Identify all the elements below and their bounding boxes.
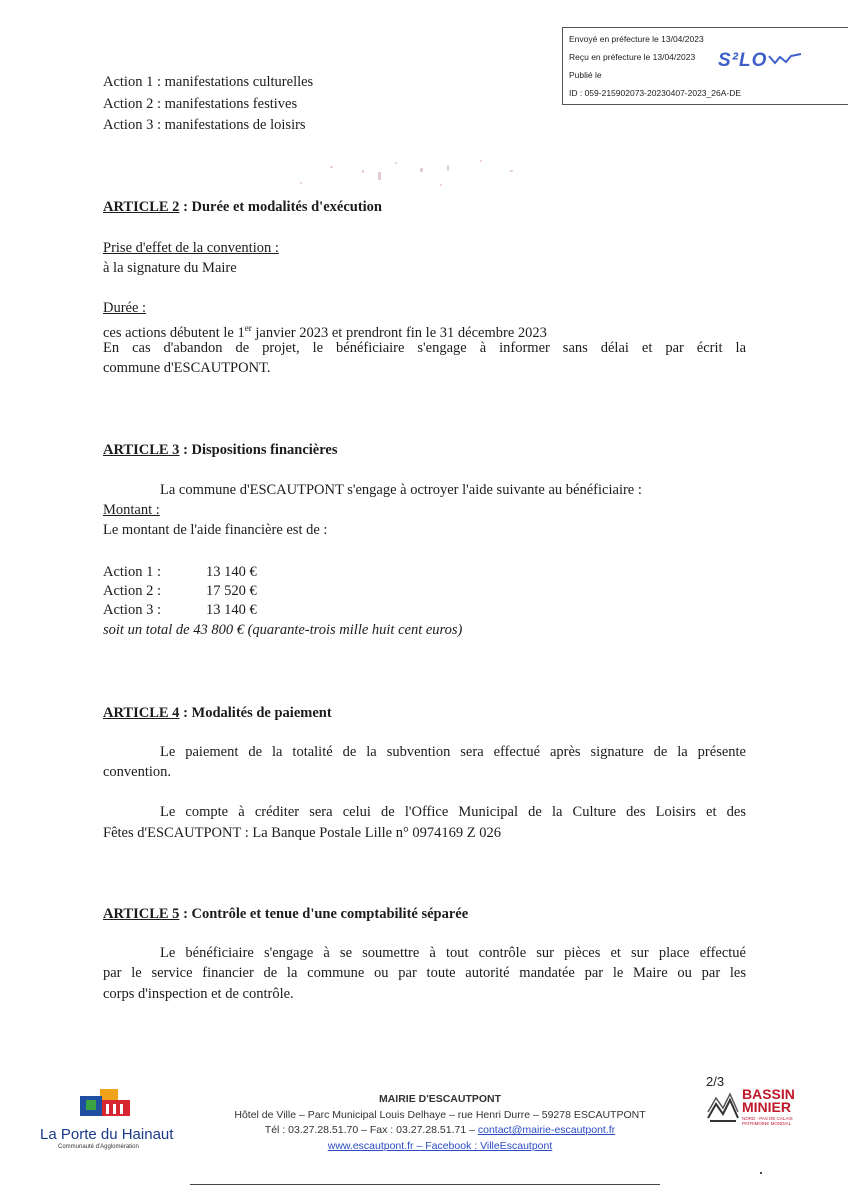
duree-label: Durée : (103, 300, 147, 316)
article4-para1-line2: convention. (103, 764, 172, 780)
amount-label-3: Action 3 : (103, 602, 161, 618)
duree-text-end: janvier 2023 et prendront fin le 31 décembre 2023 (251, 324, 547, 341)
footer-title: MAIRIE D'ESCAUTPONT (378, 1093, 502, 1105)
amount-row-2 (103, 581, 257, 601)
article4-para1-line1: Le paiement de la totalité de la subvention sera effectué après signature de la présente (160, 744, 746, 760)
article4-label: ARTICLE 4 (103, 705, 180, 721)
bassin-minier-emblem-icon (706, 1092, 740, 1122)
stamp-id: ID : 059-215902073-20230407-2023_26A-DE (569, 88, 742, 98)
article4-title: : Modalités de paiement (179, 705, 332, 721)
logo-left-sub: Communauté d'Agglomération (58, 1144, 139, 1150)
signature-swoosh-icon (767, 52, 803, 66)
amount-value-1: 13 140 € (206, 564, 257, 580)
action-list-item-2: Action 2 : manifestations festives (103, 96, 298, 112)
prise-effet-label: Prise d'effet de la convention : (103, 240, 279, 256)
porte-du-hainaut-logo (40, 1086, 190, 1156)
footer-email-link[interactable]: contact@mairie-escautpont.fr (477, 1124, 616, 1136)
article3-label: ARTICLE 3 (103, 442, 180, 458)
bassin-minier-line2: MINIER (742, 1099, 791, 1115)
logo-left-name: La Porte du Hainaut (40, 1126, 174, 1143)
action-list-item-1: Action 1 : manifestations culturelles (103, 74, 314, 90)
stamp-recu: Reçu en préfecture le 13/04/2023 (569, 52, 696, 62)
article3-intro: La commune d'ESCAUTPONT s'engage à octroyer l'aide suivante au bénéficiaire : (160, 482, 642, 498)
amount-value-3: 13 140 € (206, 602, 257, 618)
prise-effet-text: à la signature du Maire (103, 260, 237, 276)
article4-heading (103, 703, 332, 723)
footer-contact (200, 1124, 680, 1136)
article2-heading (103, 197, 382, 217)
article2-title: : Durée et modalités d'exécution (179, 199, 382, 215)
bassin-minier-line1: BASSIN (742, 1086, 795, 1102)
scan-dot (760, 1172, 762, 1174)
footer-tel-fax: Tél : 03.27.28.51.70 – Fax : 03.27.28.51.71 – (264, 1124, 478, 1136)
article4-para2-line1: Le compte à créditer sera celui de l'Office Municipal de la Culture des Loisirs et des (160, 804, 746, 820)
stamp-publie: Publié le (569, 70, 602, 80)
article5-title: : Contrôle et tenue d'une comptabilité séparée (179, 906, 469, 922)
duree-text-start: ces actions débutent le 1 (103, 324, 245, 341)
bassin-minier-logo (706, 1088, 821, 1128)
article5-heading (103, 904, 468, 924)
footer-address: Hôtel de Ville – Parc Municipal Louis Delhaye – rue Henri Durre – 59278 ESCAUTPONT (234, 1109, 646, 1121)
footer-rule (190, 1184, 660, 1185)
footer-website-link[interactable]: www.escautpont.fr (327, 1140, 414, 1152)
article4-para2-line2: Fêtes d'ESCAUTPONT : La Banque Postale Lille n° 0974169 Z 026 (103, 825, 501, 841)
action-list-item-3: Action 3 : manifestations de loisirs (103, 117, 306, 133)
footer-facebook-link[interactable]: – Facebook : VilleEscautpont (413, 1140, 553, 1152)
porte-du-hainaut-emblem-icon (72, 1086, 142, 1122)
stamp-envoye: Envoyé en préfecture le 13/04/2023 (569, 34, 704, 44)
article5-line1: Le bénéficiaire s'engage à se soumettre à tout contrôle sur pièces et sur place effectué (160, 945, 746, 961)
montant-text: Le montant de l'aide financière est de : (103, 522, 328, 538)
montant-label: Montant : (103, 502, 160, 518)
duree-sup: er (244, 323, 252, 333)
total-amount: soit un total de 43 800 € (quarante-trois mille huit cent euros) (103, 622, 463, 638)
bassin-minier-sub: NORD - PAS DE CALAIS PATRIMOINE MONDIAL (742, 1116, 793, 1126)
amount-row-1 (103, 562, 257, 582)
article3-heading (103, 440, 337, 460)
footer-web (200, 1140, 680, 1152)
amount-label-1: Action 1 : (103, 564, 161, 580)
page-number: 2/3 (706, 1074, 725, 1089)
signature-text: S²LO (718, 50, 768, 71)
amount-label-2: Action 2 : (103, 583, 161, 599)
abandon-line-2: commune d'ESCAUTPONT. (103, 360, 271, 376)
article5-label: ARTICLE 5 (103, 906, 180, 922)
article5-line2: par le service financier de la commune ou par toute autorité mandatée par le Maire ou par les (103, 965, 746, 981)
article2-label: ARTICLE 2 (103, 199, 180, 215)
abandon-line-1: En cas d'abandon de projet, le bénéficiaire s'engage à informer sans délai et par écrit la (103, 340, 746, 356)
amount-row-3 (103, 600, 257, 620)
amount-value-2: 17 520 € (206, 583, 257, 599)
article5-line3: corps d'inspection et de contrôle. (103, 986, 294, 1002)
article3-title: : Dispositions financières (179, 442, 338, 458)
prefecture-stamp (562, 27, 848, 105)
s2lo-signature (718, 50, 803, 72)
